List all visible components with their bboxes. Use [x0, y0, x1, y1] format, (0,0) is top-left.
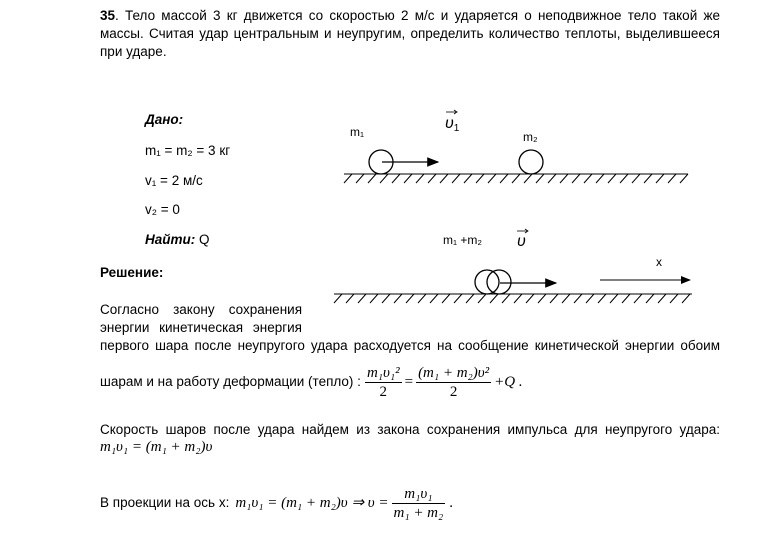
ground-2	[334, 294, 692, 303]
solution-p2-line1: Скорость шаров после удара найдем из закона сохранения импульса для неупругого удара:	[100, 422, 720, 437]
solution-p3-label: В проекции на ось x:	[100, 495, 230, 510]
given-title: Дано:	[145, 112, 184, 127]
problem-number: 35	[100, 8, 116, 23]
momentum-equation: m₁υ₁ = (m₁ + m₂)υ	[100, 439, 213, 455]
energy-equation: $\frac{\text{m₁υ₁²}}{2}$ = $\frac{\text{(m₁ + m₂)υ²}}{2}$ +Q .	[366, 364, 523, 400]
solution-p1-line2: энергии кинетическая энергия	[100, 320, 302, 335]
solution-p1-line1: Согласно закону сохранения	[100, 302, 302, 317]
label-v1: υ1	[445, 115, 460, 134]
projection-equation: m₁υ₁ = (m₁ + m₂)υ ⇒ υ = $\frac{\text{m₁υ₁}}{\text{m₁ + m₂}}$ .	[235, 485, 453, 521]
label-m2: m₂	[523, 130, 538, 144]
eq1-fraction-right: $\frac{\text{(m₁ + m₂)υ²}}{2}$	[418, 364, 490, 400]
problem-line-1: 35. Тело массой 3 кг движется со скоростью 2 м/с и ударяется о неподвижное тело такой же	[100, 8, 720, 23]
ball-2	[519, 150, 543, 174]
given-v2: v₂ = 0	[145, 202, 180, 217]
given-mass: m₁ = m₂ = 3 кг	[145, 143, 231, 158]
solution-p1-line4: шарам и на работу деформации (тепло) :	[100, 374, 361, 389]
solution-p1-line3: первого шара после неупругого удара расходуется на сообщение кинетической энергии обоим	[100, 338, 720, 353]
label-v: υ	[517, 233, 526, 250]
label-axis-x: x	[656, 255, 662, 269]
find-value: Q	[195, 232, 210, 247]
vector-arrow-icon	[446, 110, 457, 114]
projection-line	[100, 482, 453, 524]
given-v1: v₁ = 2 м/с	[145, 173, 203, 188]
energy-equation-line	[100, 360, 523, 404]
problem-line-3: при ударе.	[100, 44, 167, 59]
eq3-fraction: $\frac{\text{m₁υ₁}}{\text{m₁ + m₂}}$	[393, 485, 444, 521]
label-m1-m2: m₁ +m₂	[443, 233, 483, 247]
eq1-fraction-left: $\frac{\text{m₁υ₁²}}{2}$	[366, 364, 400, 400]
label-m1: m₁	[350, 125, 365, 139]
solution-title: Решение:	[100, 265, 164, 280]
find-label: Найти:	[145, 232, 196, 247]
problem-line-2: массы. Считая удар центральным и неупругим, определить количество теплоты, выделившееся	[100, 26, 720, 41]
ground-1	[344, 174, 688, 183]
